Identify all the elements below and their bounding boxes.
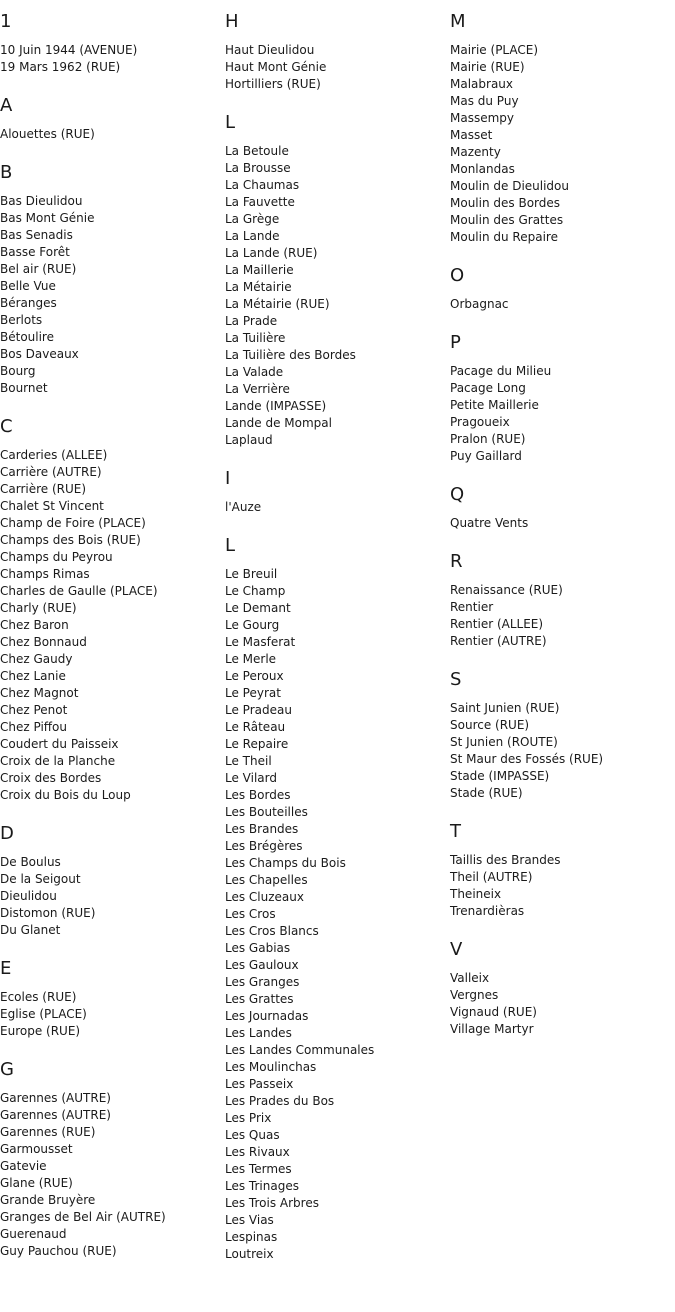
street-list: [450, 363, 672, 465]
index-section: [0, 12, 222, 76]
street-link[interactable]: Pacage du Milieu: [450, 364, 552, 378]
index-section: [0, 96, 222, 143]
street-link[interactable]: Carrière (RUE): [0, 482, 87, 496]
street-link[interactable]: Europe (RUE): [0, 1024, 81, 1038]
street-link[interactable]: Masset: [450, 128, 493, 142]
street-link[interactable]: Valleix: [450, 971, 490, 985]
index-section: [450, 266, 672, 313]
street-link[interactable]: Croix des Bordes: [0, 771, 102, 785]
index-section: [225, 12, 447, 93]
section-heading: R: [450, 551, 463, 572]
street-link[interactable]: Le Repaire: [225, 737, 289, 751]
street-list: [450, 700, 672, 802]
street-link[interactable]: Les Journadas: [225, 1009, 309, 1023]
index-column-2: [225, 0, 447, 1283]
street-link[interactable]: Champs du Peyrou: [0, 550, 113, 564]
street-link[interactable]: Moulin de Dieulidou: [450, 179, 569, 193]
street-link[interactable]: La Grège: [225, 212, 280, 226]
street-link[interactable]: Glane (RUE): [0, 1176, 73, 1190]
street-link[interactable]: Chez Lanie: [0, 669, 66, 683]
street-link[interactable]: Source (RUE): [450, 718, 530, 732]
street-link[interactable]: Eglise (PLACE): [0, 1007, 87, 1021]
section-heading: P: [450, 332, 461, 353]
street-link[interactable]: Chez Bonnaud: [0, 635, 87, 649]
section-heading: O: [450, 265, 465, 286]
street-link[interactable]: Laplaud: [225, 433, 273, 447]
street-link[interactable]: Les Gabias: [225, 941, 291, 955]
street-link[interactable]: Coudert du Paisseix: [0, 737, 119, 751]
index-section: [225, 113, 447, 449]
street-link[interactable]: Bas Dieulidou: [0, 194, 83, 208]
street-link[interactable]: Les Moulinchas: [225, 1060, 317, 1074]
section-heading: M: [450, 11, 466, 32]
street-link[interactable]: Rentier (ALLEE): [450, 617, 544, 631]
street-link[interactable]: Garennes (RUE): [0, 1125, 96, 1139]
street-link[interactable]: Chez Baron: [0, 618, 69, 632]
section-heading: I: [225, 468, 231, 489]
street-link[interactable]: Le Vilard: [225, 771, 277, 785]
street-link[interactable]: Haut Dieulidou: [225, 43, 315, 57]
street-link[interactable]: Theil (AUTRE): [450, 870, 533, 884]
section-heading: Q: [450, 484, 465, 505]
street-link[interactable]: La Tuilière: [225, 331, 286, 345]
street-link[interactable]: Berlots: [0, 313, 43, 327]
street-link[interactable]: Carderies (ALLEE): [0, 448, 108, 462]
street-link[interactable]: Les Landes: [225, 1026, 292, 1040]
street-link[interactable]: Village Martyr: [450, 1022, 534, 1036]
street-link[interactable]: Pragoueix: [450, 415, 510, 429]
index-section: [450, 822, 672, 920]
street-link[interactable]: Les Landes Communales: [225, 1043, 375, 1057]
section-heading: D: [0, 823, 14, 844]
street-link[interactable]: Orbagnac: [450, 297, 509, 311]
street-link[interactable]: Bos Daveaux: [0, 347, 79, 361]
section-heading: 1: [0, 11, 12, 32]
street-link[interactable]: Le Peroux: [225, 669, 284, 683]
street-link[interactable]: Gatevie: [0, 1159, 47, 1173]
section-heading: V: [450, 939, 463, 960]
street-link[interactable]: Les Bouteilles: [225, 805, 308, 819]
street-link[interactable]: Moulin des Grattes: [450, 213, 564, 227]
street-link[interactable]: Monlandas: [450, 162, 515, 176]
street-link[interactable]: Taillis des Brandes: [450, 853, 561, 867]
street-link[interactable]: Le Peyrat: [225, 686, 281, 700]
street-list: [450, 970, 672, 1038]
street-list: [0, 193, 222, 397]
index-section: [450, 670, 672, 802]
index-column-1: [0, 0, 222, 1280]
street-link[interactable]: Les Passeix: [225, 1077, 294, 1091]
street-link[interactable]: Saint Junien (RUE): [450, 701, 560, 715]
street-link[interactable]: Basse Forêt: [0, 245, 70, 259]
street-link[interactable]: Pacage Long: [450, 381, 526, 395]
street-link[interactable]: Bourg: [0, 364, 36, 378]
street-link[interactable]: La Betoule: [225, 144, 289, 158]
street-link[interactable]: Chez Penot: [0, 703, 68, 717]
street-link[interactable]: Chez Magnot: [0, 686, 79, 700]
street-link[interactable]: Les Granges: [225, 975, 300, 989]
street-link[interactable]: Bas Senadis: [0, 228, 73, 242]
street-link[interactable]: La Fauvette: [225, 195, 295, 209]
index-section: [450, 552, 672, 650]
street-link[interactable]: Charly (RUE): [0, 601, 77, 615]
index-section: [450, 485, 672, 532]
street-link[interactable]: Garmousset: [0, 1142, 73, 1156]
street-link[interactable]: Le Breuil: [225, 567, 278, 581]
street-link[interactable]: Les Trinages: [225, 1179, 299, 1193]
street-link[interactable]: Les Prades du Bos: [225, 1094, 335, 1108]
street-link[interactable]: Renaissance (RUE): [450, 583, 563, 597]
street-link[interactable]: Guy Pauchou (RUE): [0, 1244, 117, 1258]
street-link[interactable]: St Maur des Fossés (RUE): [450, 752, 604, 766]
section-heading: E: [0, 958, 12, 979]
street-link[interactable]: La Lande (RUE): [225, 246, 318, 260]
street-link[interactable]: Malabraux: [450, 77, 514, 91]
street-link[interactable]: Vignaud (RUE): [450, 1005, 537, 1019]
index-section: [225, 536, 447, 1263]
street-link[interactable]: Granges de Bel Air (AUTRE): [0, 1210, 166, 1224]
street-link[interactable]: Loutreix: [225, 1247, 274, 1261]
street-link[interactable]: Distomon (RUE): [0, 906, 96, 920]
street-link[interactable]: Le Champ: [225, 584, 286, 598]
street-link[interactable]: La Maillerie: [225, 263, 294, 277]
street-link[interactable]: Bas Mont Génie: [0, 211, 95, 225]
street-link[interactable]: Le Pradeau: [225, 703, 292, 717]
street-list: [450, 42, 672, 246]
street-list: [450, 515, 672, 532]
street-link[interactable]: Mazenty: [450, 145, 501, 159]
street-link[interactable]: Le Theil: [225, 754, 272, 768]
street-link[interactable]: Bournet: [0, 381, 48, 395]
street-link[interactable]: Garennes (AUTRE): [0, 1091, 111, 1105]
street-link[interactable]: Les Champs du Bois: [225, 856, 346, 870]
street-link[interactable]: Petite Maillerie: [450, 398, 539, 412]
street-link[interactable]: Les Prix: [225, 1111, 272, 1125]
street-link[interactable]: Bétoulire: [0, 330, 54, 344]
street-list: [0, 447, 222, 804]
street-link[interactable]: l'Auze: [225, 500, 262, 514]
street-link[interactable]: Les Cros: [225, 907, 276, 921]
street-link[interactable]: Moulin des Bordes: [450, 196, 561, 210]
street-link[interactable]: 19 Mars 1962 (RUE): [0, 60, 121, 74]
street-list: [0, 126, 222, 143]
street-link[interactable]: La Lande: [225, 229, 280, 243]
street-link[interactable]: Les Gauloux: [225, 958, 299, 972]
street-link[interactable]: Belle Vue: [0, 279, 56, 293]
street-list: [225, 42, 447, 93]
index-section: [0, 417, 222, 804]
section-heading: L: [225, 535, 236, 556]
street-list: [225, 499, 447, 516]
street-link[interactable]: Pralon (RUE): [450, 432, 526, 446]
street-link[interactable]: La Brousse: [225, 161, 291, 175]
street-list: [0, 989, 222, 1040]
section-heading: G: [0, 1059, 14, 1080]
street-list: [0, 1090, 222, 1260]
street-link[interactable]: La Verrière: [225, 382, 290, 396]
street-link[interactable]: Du Glanet: [0, 923, 61, 937]
street-link[interactable]: Lespinas: [225, 1230, 278, 1244]
street-link[interactable]: Béranges: [0, 296, 57, 310]
index-section: [225, 469, 447, 516]
index-section: [450, 333, 672, 465]
street-link[interactable]: Haut Mont Génie: [225, 60, 327, 74]
street-list: [450, 296, 672, 313]
street-list: [0, 42, 222, 76]
street-link[interactable]: Hortilliers (RUE): [225, 77, 321, 91]
street-link[interactable]: Rentier: [450, 600, 494, 614]
street-link[interactable]: Mas du Puy: [450, 94, 519, 108]
index-section: [0, 959, 222, 1040]
street-link[interactable]: Bel air (RUE): [0, 262, 77, 276]
street-link[interactable]: Carrière (AUTRE): [0, 465, 102, 479]
street-link[interactable]: Rentier (AUTRE): [450, 634, 547, 648]
street-link[interactable]: Garennes (AUTRE): [0, 1108, 111, 1122]
street-link[interactable]: Champ de Foire (PLACE): [0, 516, 146, 530]
street-link[interactable]: Quatre Vents: [450, 516, 529, 530]
street-link[interactable]: Stade (RUE): [450, 786, 523, 800]
street-link[interactable]: Les Termes: [225, 1162, 292, 1176]
index-section: [450, 12, 672, 246]
street-link[interactable]: Les Trois Arbres: [225, 1196, 319, 1210]
street-link[interactable]: Champs des Bois (RUE): [0, 533, 141, 547]
street-link[interactable]: Puy Gaillard: [450, 449, 522, 463]
street-link[interactable]: Les Quas: [225, 1128, 280, 1142]
street-link[interactable]: Les Rivaux: [225, 1145, 290, 1159]
street-link[interactable]: La Métairie: [225, 280, 292, 294]
street-link[interactable]: Les Cros Blancs: [225, 924, 319, 938]
street-link[interactable]: La Valade: [225, 365, 284, 379]
street-link[interactable]: Chez Piffou: [0, 720, 68, 734]
street-link[interactable]: Moulin du Repaire: [450, 230, 558, 244]
street-link[interactable]: La Prade: [225, 314, 278, 328]
street-link[interactable]: Ecoles (RUE): [0, 990, 77, 1004]
street-link[interactable]: Guerenaud: [0, 1227, 67, 1241]
street-link[interactable]: Les Brandes: [225, 822, 299, 836]
index-section: [450, 940, 672, 1038]
street-link[interactable]: Chalet St Vincent: [0, 499, 104, 513]
street-link[interactable]: Le Merle: [225, 652, 277, 666]
index-section: [0, 824, 222, 939]
street-link[interactable]: Vergnes: [450, 988, 499, 1002]
street-link[interactable]: Les Grattes: [225, 992, 294, 1006]
street-link[interactable]: De la Seigout: [0, 872, 81, 886]
street-list: [225, 566, 447, 1263]
street-link[interactable]: Theineix: [450, 887, 502, 901]
street-link[interactable]: Les Cluzeaux: [225, 890, 304, 904]
street-link[interactable]: Croix de la Planche: [0, 754, 116, 768]
street-link[interactable]: La Tuilière des Bordes: [225, 348, 356, 362]
street-link[interactable]: Trenardièras: [450, 904, 525, 918]
street-link[interactable]: Les Bordes: [225, 788, 291, 802]
street-list: [450, 582, 672, 650]
street-link[interactable]: Les Brégères: [225, 839, 303, 853]
street-link[interactable]: Lande (IMPASSE): [225, 399, 327, 413]
index-section: [0, 163, 222, 397]
street-link[interactable]: St Junien (ROUTE): [450, 735, 558, 749]
street-link[interactable]: Charles de Gaulle (PLACE): [0, 584, 158, 598]
section-heading: T: [450, 821, 461, 842]
street-link[interactable]: Grande Bruyère: [0, 1193, 96, 1207]
street-link[interactable]: La Chaumas: [225, 178, 300, 192]
street-link[interactable]: De Boulus: [0, 855, 61, 869]
street-link[interactable]: Dieulidou: [0, 889, 57, 903]
index-column-3: [450, 0, 672, 1058]
street-link[interactable]: Mairie (RUE): [450, 60, 525, 74]
street-link[interactable]: Champs Rimas: [0, 567, 90, 581]
street-link[interactable]: Le Masferat: [225, 635, 296, 649]
street-list: [225, 143, 447, 449]
street-list: [0, 854, 222, 939]
street-link[interactable]: Les Vias: [225, 1213, 274, 1227]
street-link[interactable]: Les Chapelles: [225, 873, 308, 887]
street-link[interactable]: Lande de Mompal: [225, 416, 332, 430]
street-link[interactable]: Croix du Bois du Loup: [0, 788, 131, 802]
street-link[interactable]: Mairie (PLACE): [450, 43, 539, 57]
section-heading: S: [450, 669, 462, 690]
street-list: [450, 852, 672, 920]
street-link[interactable]: Le Gourg: [225, 618, 280, 632]
section-heading: C: [0, 416, 13, 437]
section-heading: L: [225, 112, 236, 133]
street-link[interactable]: Le Râteau: [225, 720, 286, 734]
street-link[interactable]: Massempy: [450, 111, 515, 125]
street-link[interactable]: La Métairie (RUE): [225, 297, 330, 311]
street-link[interactable]: 10 Juin 1944 (AVENUE): [0, 43, 138, 57]
street-link[interactable]: Chez Gaudy: [0, 652, 73, 666]
section-heading: B: [0, 162, 13, 183]
street-link[interactable]: Alouettes (RUE): [0, 127, 95, 141]
index-section: [0, 1060, 222, 1260]
street-link[interactable]: Stade (IMPASSE): [450, 769, 550, 783]
section-heading: A: [0, 95, 13, 116]
street-link[interactable]: Le Demant: [225, 601, 291, 615]
section-heading: H: [225, 11, 239, 32]
